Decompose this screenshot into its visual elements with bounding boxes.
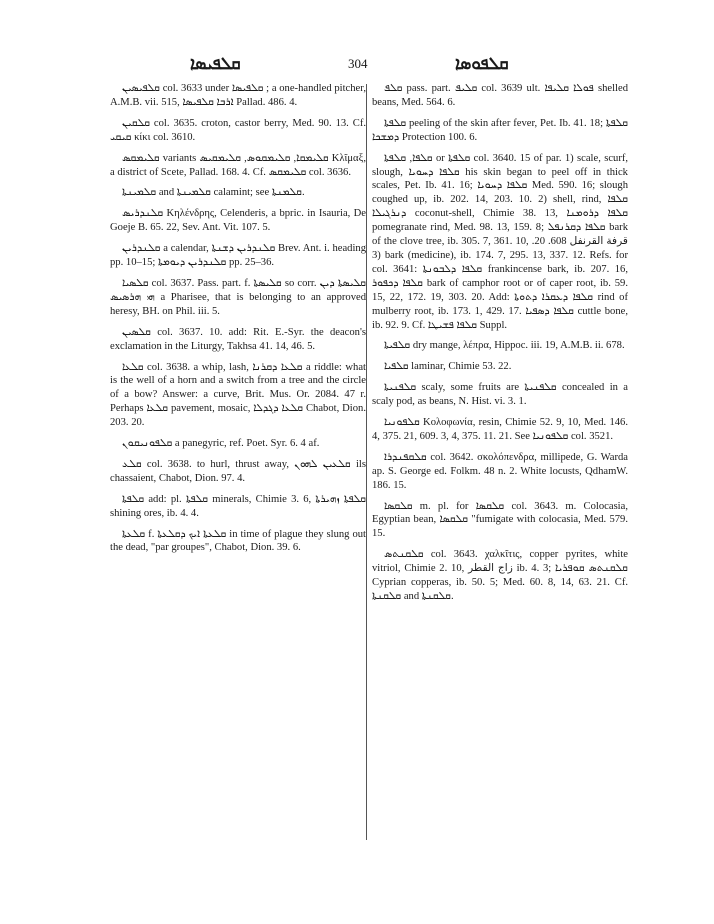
entry: ܩܠܦܝܬܐ dry mange, λέπρα, Hippoc. iii. 19, A.M.B. ii. 678.: [384, 340, 625, 352]
entry: ܩܠܣܝܐ col. 3637. Pass. part. f. ܩܠܝܣܬܐ so corr. ܩܠܝܣܬܐ ܕܝܢ ܗܝ ܗܪܣܝܣ a Pharisee, that is belonging to an approved heresy, BH. on Phil. iii. 5.: [110, 277, 366, 317]
entry: ܩܠܥ col. 3638. to hurl, thrust away, ܩܠܥܝܢ ܠܗܘܢ ils chassaient, Chabot, Dion. 97. 4.: [110, 458, 366, 484]
right-headword: ܩܠܦܘܣܐ: [455, 54, 509, 74]
entry: ܩܠܩܢܬܣ col. 3643. χαλκῖτις, copper pyrites, white vitriol, Chimie 2. 10, زاج القطر ib. 4. 3; ܩܠܩܢܬܣ ܩܘܦܪܝܐ Cyprian copperas, ib. 50. 5; Med. 60. 8, 14, 63. 21. Cf. ܩܠܩܢܬܐ and ܩܠܩܢܬܐ.: [372, 549, 628, 602]
entry: ܩܠܥܬܐ f. ܩܠܥܬܐ ܐܝܟ ܕܩܠܥܬܐ in time of plague they slung out the dead, "par groupes", Chabot, Dion. 39. 6.: [110, 528, 366, 554]
left-headword: ܩܠܦܝܣܐ: [190, 54, 241, 74]
page-number: 304: [348, 56, 368, 71]
entry: ܩܠܝܡܩܣ variants ܩܠܝܡܩܐ, ܩܠܝܡܩܘܣ, ܩܠܝܡܩܝܣ Κλῖμαξ, a district of Scete, Pallad. 168. 4. Cf. ܩܠܝܡܩܣ col. 3636.: [110, 152, 366, 178]
entry: ܩܠܦ pass. part. ܩܠܝܦ col. 3639 ult. ܦܘܠܐ ܩܠܝܦܐ shelled beans, Med. 564. 6.: [372, 83, 628, 108]
left-column: [110, 82, 366, 842]
entry: ܩܠܩܝܢ col. 3635. croton, castor berry, Med. 90. 13. Cf. ܩܝܩܝ κίκι col. 3610.: [110, 117, 366, 143]
entry: ܩܠܢܕܪܝܣ Κηλένδρης, Celenderis, a bpric. in Isauria, De Goeje B. 65. 22, Sev. Ant. Vit. 107. 5.: [110, 208, 366, 234]
entry: ܩܠܩܦܢܕܪܐ col. 3642. σκολόπενδρα, millipede, G. Warda ap. S. George ed. Folkm. 48 n. 2. White locusts, QdhamW. 186. 15.: [372, 451, 628, 491]
entry: ܩܠܦܘܢܝܩܘܢ a panegyric, ref. Poet. Syr. 6. 4 af.: [122, 438, 320, 450]
entry: ܩܠܦܬܐ peeling of the skin after fever, Pet. Ib. 41. 18; ܩܠܦܬܐ ܕܡܫܟܐ Protection 100. 6.: [372, 117, 628, 143]
entry: ܩܠܡܝܢܬܐ and ܩܠܡܝܢܬܐ calamint; see ܩܠܡܢܬܐ.: [122, 187, 305, 199]
right-column: [372, 82, 628, 842]
entry: ܩܠܦܝܐ laminar, Chimie 53. 22.: [384, 361, 512, 373]
entry: ܩܠܦܐ, ܩܠܦܬܐ or ܩܠܦܬܐ col. 3640. 15 of par. 1) scale, scurf, slough, ܩܠܦܐ ܕܚܘܝܐ his skin began to peel off in thick scales, Pet. Ib. 41. 16; ܩܠܦܐ ܕܚܘܝܐ Med. 590. 16; slough coughed up, ib. 202. 14, 203. 10. 2) shell, rind, ܩܠܦܐ ܕܢܪܓܝܠܐ coconut-shell, Chimie 38. 13, ܩܠܦܐ ܕܪܘܡܢܐ pomegranate rind, Med. 98. 13, 159. 8; ܩܠܦܐ ܕܩܪܢܦܠ bark of the clove tree, ib. 305. 7, 361. 10, قرفة القرنفل 608. 20. 3) bark (medicine), ib. 174. 7, 295. 13, 337. 12. Refs. for col. 3641: ܩܠܦܐ ܕܠܒܘܢܬܐ frankincense bark, ib. 207. 16, ܩܠܦܐ ܕܟܦܘܪ bark of camphor root or of caper root, ib. 59. 15, 22, 172. 19, 303. 20. Add: ܩܠܦܐ ܕܥܩܪܐ ܕܬܘܬܐ rind of mulberry root, ib. 173. 1, 429. 17. ܩܠܦܐ ܕܣܦܝܐ cuttle bone, ib. 92. 9. Cf. ܩܠܦܐ ܦܫܝܛܐ Suppl.: [372, 152, 628, 331]
entry: ܩܠܦܘܢܝܐ Κολοφωνία, resin, Chimie 52. 9, 10, Med. 146. 4, 375. 21, 609. 3, 4, 375. 11. 21. See ܩܠܦܘܢܝܐ col. 3521.: [372, 417, 628, 442]
entry: ܩܠܥܐ col. 3638. a whip, lash, ܩܠܥܐ ܕܩܪܢܐ a riddle: what is the well of a horn and a switch from a tree and the circle of a bow? Answer: a curve, Brit. Mus. Or. 2084. 47 r. Perhaps ܩܠܥܐ pavement, mosaic, ܩܠܥܐ ܕܓܕܠܐ Chabot, Dion. 203. 20.: [110, 361, 366, 429]
entry: ܩܠܩܣܐ m. pl. for ܩܠܩܣܐ col. 3643. m. Colocasia, Egyptian bean, ܩܠܩܣܐ "fumigate with colocasia, Med. 579. 15.: [372, 500, 628, 540]
entry: ܩܠܦܢܝܬܐ scaly, some fruits are ܩܠܦܢܝܬܐ concealed in a scaly pod, as beans, N. Hist. vi. 3. 1.: [372, 382, 628, 408]
entry: ܩܠܦܝܣܝܢ col. 3633 under ܩܠܦܝܣܐ ; a one-handled pitcher, A.M.B. vii. 515, ܐܪܒܐ ܩܠܦܝܣܐ Pallad. 486. 4.: [110, 83, 366, 108]
column-divider: [366, 84, 367, 840]
entry: ܩܠܦܬܐ add: pl. ܩܠܦܬܐ minerals, Chimie 3. 6, ܩܠܦܬܐ ܙܗܝܪܬܐ shining ores, ib. 4. 4.: [110, 493, 366, 519]
running-header: [110, 54, 610, 80]
entry: ܩܠܢܕܪܝܢ a calendar, ܩܠܢܕܪܝܢ ܕܫܢܬܐ Brev. Ant. i. heading pp. 10–15; ܩܠܢܕܪܝܢ ܕܝܘܡܬܐ pp. 25–36.: [110, 243, 366, 269]
entry: ܩܠܣܝܢ col. 3637. 10. add: Rit. E.-Syr. the deacon's exclamation in the Liturgy, Takhsa 41. 14, 46. 5.: [110, 326, 366, 352]
